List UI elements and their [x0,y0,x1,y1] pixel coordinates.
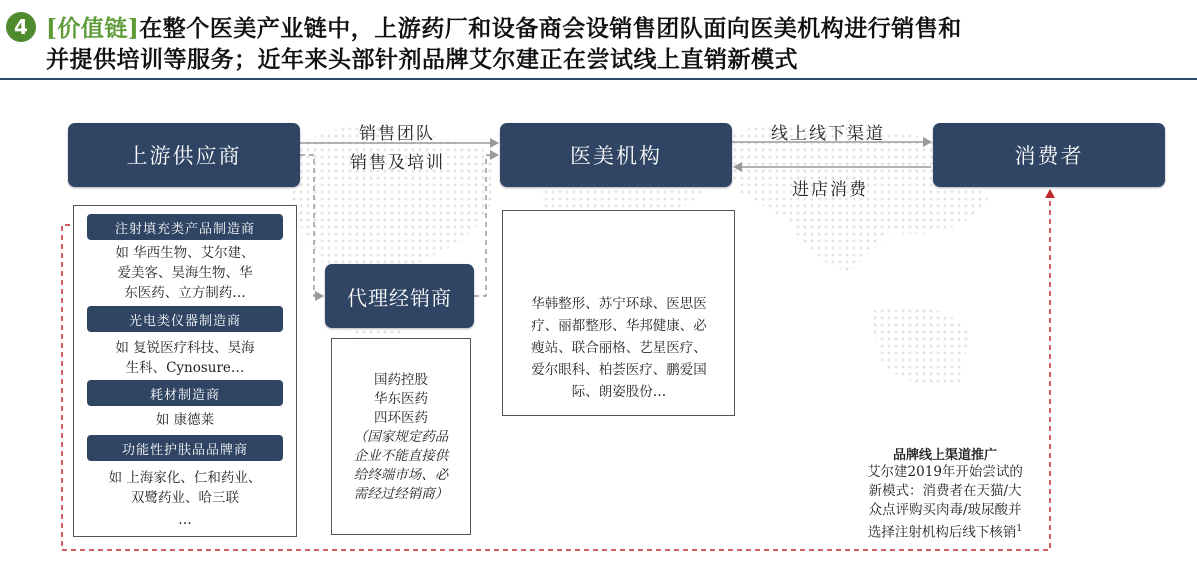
promo-description [840,463,1050,543]
distributor-text [336,371,466,504]
title-text-1: 在整个医美产业链中，上游药厂和设备商会设销售团队面向医美机构进行销售和 [139,15,962,42]
promo-line: 众点评购买肉毒/玻尿酸并 [868,502,1022,518]
promo-line: 选择注射机构后线下核销 [867,524,1017,541]
category-examples-optoelectronic [82,338,288,378]
distributor-note-line: 需经过经销商） [353,486,449,502]
edge-label-sales-training: 销售及培训 [350,153,445,173]
header-divider [0,78,1197,80]
distributor-line: 华东医药 [374,391,428,407]
page-title-line-1 [46,10,962,43]
clinic-line: 疗、丽都整形、华邦健康、必 [531,318,707,334]
distributor-examples-panel [331,338,471,535]
step-number-badge: 4 [6,12,36,42]
upstream-ellipsis: … [178,512,192,528]
node-aesthetic-clinic: 医美机构 [500,123,732,187]
example-line: 双鹭药业、哈三联 [131,490,239,506]
distributor-line: 国药控股 [374,372,428,388]
clinic-line: 爱尔眼科、柏荟医疗、鹏爱国 [531,362,707,378]
example-line: 如 复锐医疗科技、昊海 [115,340,255,356]
category-consumables: 耗材制造商 [87,380,283,406]
category-optoelectronic: 光电类仪器制造商 [87,306,283,332]
example-line: 爱美客、昊海生物、华 [117,265,253,281]
upstream-examples-panel [73,205,297,537]
category-examples-skincare [82,468,288,508]
distributor-note-line: 给终端市场、必 [353,467,449,483]
example-line: 东医药、立方制药… [124,285,246,301]
distributor-line: 四环医药 [374,410,428,426]
example-line: 如 康德莱 [155,412,215,428]
example-line: 如 华西生物、艾尔建、 [115,245,255,261]
example-line: 生科、Cynosure… [125,360,245,376]
page-title-line-2: 并提供培训等服务；近年来头部针剂品牌艾尔建正在尝试线上直销新模式 [46,46,798,73]
footnote-marker: 1 [1016,524,1023,534]
example-line: 如 上海家化、仁和药业、 [108,470,262,486]
node-distributor: 代理经销商 [325,264,474,328]
promo-title: 品牌线上渠道推广 [892,448,997,463]
edge-label-in-store: 进店消费 [792,180,868,200]
distributor-note-line: 企业不能直接供 [353,448,449,464]
clinic-examples-panel [502,210,735,416]
promo-line: 艾尔建2019年开始尝试的 [867,464,1023,480]
title-bracket-tag: [价值链] [46,15,140,42]
clinic-text [513,293,725,403]
promo-line: 新模式：消费者在天猫/大 [868,483,1022,499]
distributor-note-line: （国家规定药品 [353,429,449,445]
category-skincare: 功能性护肤品品牌商 [87,435,283,461]
node-consumer: 消费者 [933,123,1165,187]
node-upstream-supplier: 上游供应商 [68,123,300,187]
edge-label-sales-team: 销售团队 [359,124,435,144]
clinic-line: 华韩整形、苏宁环球、医思医 [531,296,707,312]
category-injectables: 注射填充类产品制造商 [87,214,283,240]
category-examples-consumables [82,410,288,430]
clinic-line: 瘦站、联合丽格、艺星医疗、 [531,340,707,356]
clinic-line: 际、朗姿股份… [571,384,667,400]
edge-label-online-offline: 线上线下渠道 [771,124,885,144]
promo-line-last [840,520,1050,543]
category-examples-injectables [82,243,288,303]
